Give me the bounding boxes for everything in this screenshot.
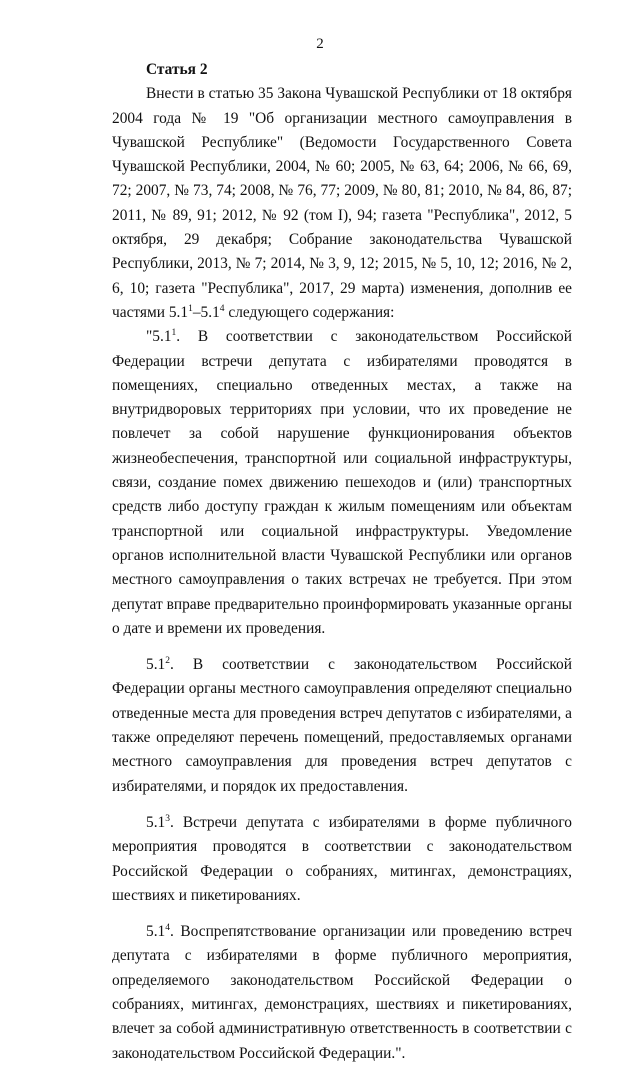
part-number-superscript: 3 [165,813,170,824]
part-paragraph-5-1-3 [112,811,572,908]
article-heading: Статья 2 [146,61,208,78]
part-number: 5.1 [146,813,166,831]
intro-text: Внести в статью 35 Закона Чувашской Республики от 18 октября 2004 года № 19 "Об организации местного самоуправления в Чувашской Республике" (Ведомости Государственного Совета Чувашской Республики, 2004, № 60; 2005, № 63, 64; 2006, № 66, 69, 72; 2007, № 73, 74; 2008, № 76, 77; 2009, № 80, 81; 2010, № 84, 86, 87; 2011, № 89, 91; 2012, № 92 (том I), 94; газета "Республика", 2012, 5 октября, 29 декабря; Собрание законодательства Чувашской Республики, 2013, № 7; 2014, № 3, 9, 12; 2015, № 5, 10, 12; 2016, № 2, 6, 10; газета "Республика", 2017, 29 марта) изменения, дополнив ее частями 5.1 [112,85,572,321]
part-paragraph-5-1-2 [112,653,572,799]
document-body [112,58,572,1066]
part-number: 5.1 [146,656,166,674]
part-paragraph-5-1-1 [112,325,572,641]
part-number-superscript: 2 [165,656,170,667]
page-number: 2 [316,36,324,52]
intro-superscript: 1 [188,303,193,314]
part-paragraph-5-1-4 [112,920,572,1066]
intro-text: –5.1 [192,303,220,321]
part-number: "5.1 [146,328,172,346]
part-number-superscript: 1 [171,328,177,339]
part-number: 5.1 [146,923,166,941]
part-text: . Встречи депутата с избирателями в форме публичного мероприятия проводятся в соответствии с законодательством Российской Федерации о собраниях, митингах, демонстрациях, шествиях и пикетированиях. [112,813,572,904]
part-text: . В соответствии с законодательством Российской Федерации органы местного самоуправления определяют специально отведенные места для проведения встреч депутатов с избирателями, а также определяют перечень помещений, предоставляемых органами местного самоуправления для проведения встреч депутатов с избирателями, и порядок их предоставления. [112,656,572,795]
part-text: . В соответствии с законодательством Российской Федерации встречи депутата с избирателями проводятся в помещениях, специально отведенных местах, а также на внутридворовых территориях при условии, что их проведение не повлечет за собой нарушение функционирования объектов жизнеобеспечения, транспортной или социальной инфраструктуры, связи, создание помех движению пешеходов и (или) транспортных средств либо доступу граждан к жилым помещениям или объектам транспортной или социальной инфраструктуры. Уведомление органов исполнительной власти Чувашской Республики или органов местного самоуправления о таких встречах не требуется. При этом депутат вправе предварительно проинформировать указанные органы о дате и времени их проведения. [112,328,572,637]
intro-text: следующего содержания: [224,303,395,321]
part-number-superscript: 4 [165,923,170,934]
part-text: . Воспрепятствование организации или проведению встреч депутата с избирателями в форме публичного мероприятия, определяемого законодательством Российской Федерации о собраниях, митингах, демонстрациях, шествиях и пикетированиях, влечет за собой административную ответственность в соответствии с законодательством Российской Федерации.". [112,923,572,1062]
intro-superscript: 4 [219,303,225,314]
intro-paragraph [112,82,572,325]
